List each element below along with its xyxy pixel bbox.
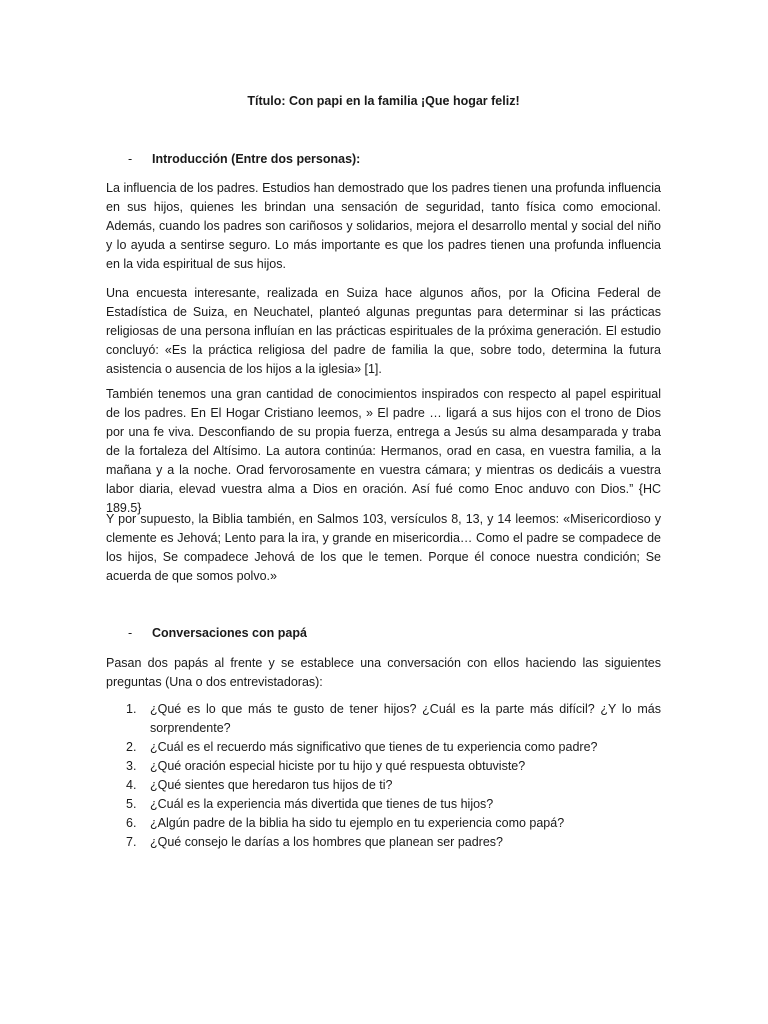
questions-list bbox=[106, 700, 661, 852]
question-text: ¿Qué consejo le darías a los hombres que planean ser padres? bbox=[150, 835, 503, 849]
question-text: ¿Qué sientes que heredaron tus hijos de ti? bbox=[150, 778, 393, 792]
section-heading-text: Introducción (Entre dos personas): bbox=[152, 152, 361, 166]
list-number: 1. bbox=[126, 702, 137, 716]
list-number: 5. bbox=[126, 797, 137, 811]
list-item bbox=[106, 700, 661, 738]
question-text: ¿Qué es lo que más te gusto de tener hijos? ¿Cuál es la parte más difícil? ¿Y lo más sorprendente? bbox=[150, 702, 661, 735]
bullet-dash: - bbox=[128, 626, 133, 640]
list-number: 7. bbox=[126, 835, 137, 849]
list-item bbox=[106, 795, 661, 814]
list-number: 4. bbox=[126, 778, 137, 792]
question-text: ¿Qué oración especial hiciste por tu hijo y qué respuesta obtuviste? bbox=[150, 759, 526, 773]
bullet-dash: - bbox=[128, 152, 133, 166]
paragraph: Pasan dos papás al frente y se establece una conversación con ellos haciendo las siguientes preguntas (Una o dos entrevistadoras): bbox=[106, 656, 661, 689]
document-title: Título: Con papi en la familia ¡Que hogar feliz! bbox=[247, 94, 520, 108]
list-number: 6. bbox=[126, 816, 137, 830]
paragraph: Y por supuesto, la Biblia también, en Salmos 103, versículos 8, 13, y 14 leemos: «Misericordioso y clemente es Jehová; Lento para la ira, y grande en misericordia… Como el padre se compadece de los hijos, Se compadece Jehová de los que le temen. Porque él conoce nuestra condición; Se acuerda de que somos polvo.» bbox=[106, 512, 661, 583]
question-text: ¿Cuál es el recuerdo más significativo que tienes de tu experiencia como padre? bbox=[150, 740, 598, 754]
question-text: ¿Cuál es la experiencia más divertida que tienes de tus hijos? bbox=[150, 797, 494, 811]
list-number: 2. bbox=[126, 740, 137, 754]
list-item bbox=[106, 776, 661, 795]
list-item bbox=[106, 757, 661, 776]
question-text: ¿Algún padre de la biblia ha sido tu ejemplo en tu experiencia como papá? bbox=[150, 816, 565, 830]
list-item bbox=[106, 833, 661, 852]
section-heading-text: Conversaciones con papá bbox=[152, 626, 307, 640]
list-item bbox=[106, 738, 661, 757]
paragraph: La influencia de los padres. Estudios han demostrado que los padres tienen una profunda influencia en sus hijos, quienes les brindan una sensación de seguridad, tanto física como emocional. Además, cuando los padres son cariñosos y solidarios, mejora el desarrollo mental y social del niño y lo ayuda a sentirse seguro. Lo más importante es que los padres tienen una profunda influencia en la vida espiritual de sus hijos. bbox=[106, 181, 661, 271]
paragraph: Una encuesta interesante, realizada en Suiza hace algunos años, por la Oficina Federal de Estadística de Suiza, en Neuchatel, planteó algunas preguntas para determinar si las prácticas religiosas de una persona influían en las prácticas espirituales de la próxima generación. El estudio concluyó: «Es la práctica religiosa del padre de familia la que, sobre todo, determina la futura asistencia o ausencia de los hijos a la iglesia» [1]. bbox=[106, 286, 661, 376]
list-number: 3. bbox=[126, 759, 137, 773]
paragraph: También tenemos una gran cantidad de conocimientos inspirados con respecto al papel espiritual de los padres. En El Hogar Cristiano leemos, » El padre … ligará a sus hijos con el trono de Dios por una fe viva. Desconfiando de su propia fuerza, entrega a Jesús su alma desamparada y traba de la fortaleza del Altísimo. La autora continúa: Hermanos, orad en casa, en vuestra familia, a la mañana y a la noche. Orad fervorosamente en vuestra cámara; y mientras os dedicáis a vuestra labor diaria, elevad vuestra alma a Dios en oración. Así fué como Enoc anduvo con Dios.” {HC 189.5} bbox=[106, 387, 661, 515]
list-item bbox=[106, 814, 661, 833]
